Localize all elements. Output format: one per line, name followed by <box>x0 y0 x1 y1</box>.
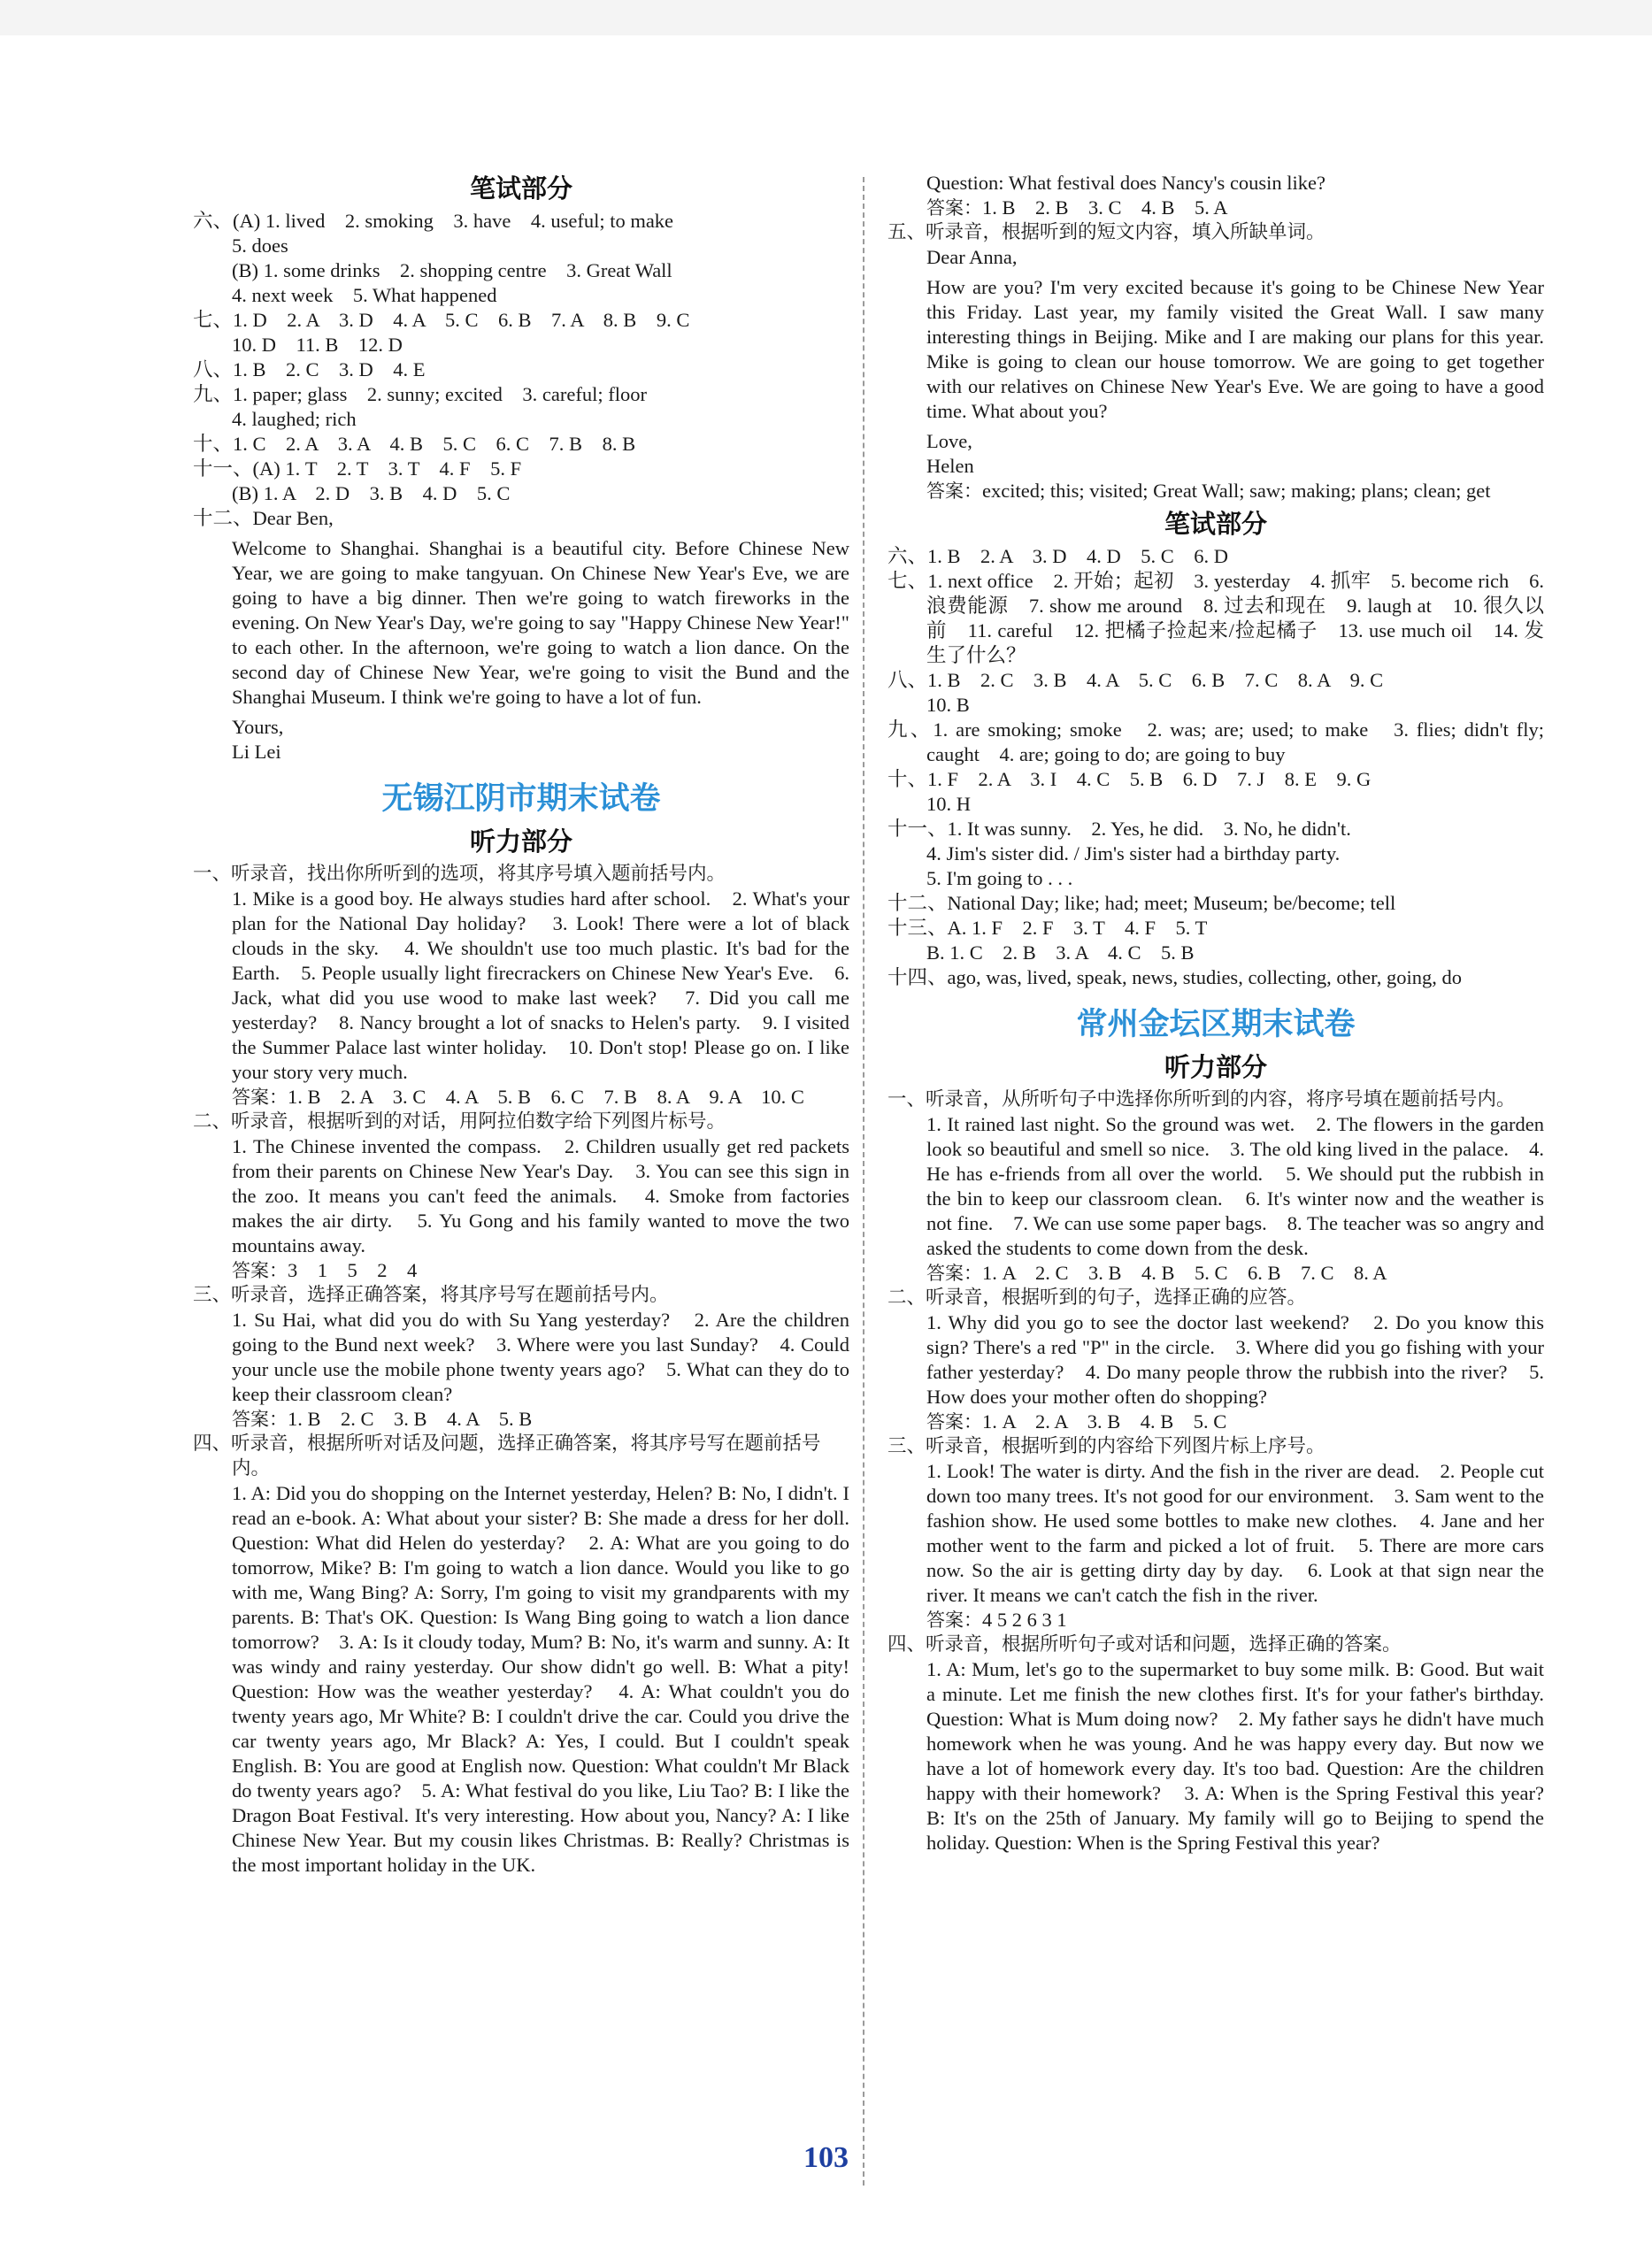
question-instruction: 二、听录音，根据听到的对话，用阿拉伯数字给下列图片标号。 <box>193 1110 726 1133</box>
exam-title: 无锡江阴市期末试卷 <box>381 781 661 817</box>
transcript: 1. Mike is a good boy. He always studies hard after school. 2. What's your plan for the National Day holiday? 3. Look! There were a lot of black clouds in the sky. 4. We shouldn't use too much plastic. It's bad for the Earth. 5. People usually light firecrackers on Chinese New Year's Eve. 6. Jack, what did you use wood to make last week? 7. Did you call me yesterday? 8. Nancy brought a lot of snacks to Helen's party. 9. I visited the Summer Palace last winter holiday. 10. Don't stop! Please go on. I like your story very much. <box>232 887 849 1083</box>
question-instruction: 四、听录音，根据所听句子或对话和问题，选择正确的答案。 <box>887 1633 1402 1656</box>
answer-line: 5. I'm going to . . . <box>926 867 1073 889</box>
transcript: 1. It rained last night. So the ground was wet. 2. The flowers in the garden look so beautiful and smell so nice. 3. The old king lived in the palace. 4. He has e-friends from all over the world. 5. We should put the rubbish in the bin to keep our classroom clean. 6. It's winter now and the weather is not fine. 7. We can use some paper bags. 8. The teacher was so angry and asked the students to come down from the desk. <box>926 1113 1544 1259</box>
exam-title: 常州金坛区期末试卷 <box>1076 1007 1356 1042</box>
letter-signature: Li Lei <box>232 741 281 763</box>
question-instruction: 一、听录音，找出你所听到的选项，将其序号填入题前括号内。 <box>193 863 726 885</box>
question-instruction: 四、听录音，根据所听对话及问题，选择正确答案，将其序号写在题前括号内。 <box>193 1433 821 1479</box>
answer-key <box>193 1258 849 1283</box>
answer-key <box>887 1410 1544 1434</box>
question-instruction: 五、听录音，根据听到的短文内容，填入所缺单词。 <box>887 221 1325 243</box>
answer-values: 1. B 2. C 3. B 4. A 5. B <box>288 1408 533 1430</box>
answer-key <box>193 1407 849 1432</box>
answer-key <box>887 1261 1544 1286</box>
transcript-question: Question: What festival does Nancy's cousin like? <box>926 172 1326 194</box>
section-heading-listening: 听力部分 <box>1164 1052 1267 1082</box>
answer-line: 十三、A. 1. F 2. F 3. T 4. F 5. T <box>887 917 1208 939</box>
letter-closing: Yours, <box>232 716 284 738</box>
answer-values: 3 1 5 2 4 <box>288 1259 418 1281</box>
answer-key <box>887 1608 1544 1633</box>
answer-values: 1. B 2. B 3. C 4. B 5. A <box>982 196 1228 219</box>
answer-key <box>887 479 1544 503</box>
letter-greeting: Dear Anna, <box>926 246 1018 268</box>
answer-line: 十一、1. It was sunny. 2. Yes, he did. 3. No, he didn't. <box>887 818 1351 840</box>
answer-values: 1. A 2. C 3. B 4. B 5. C 6. B 7. C 8. A <box>982 1262 1387 1284</box>
transcript: 1. Look! The water is dirty. And the fish in the river are dead. 2. People cut down too many trees. It's not good for our environment. 3. Sam went to the fashion show. He used some bottles to make new clothes. 4. Jane and her mother went to the farm and picked a lot of fruit. 5. There are more cars now. So the air is getting dirty day by day. 6. Look at that sign near the river. It means we can't catch the fish in the river. <box>926 1460 1544 1606</box>
answer-line: 十一、(A) 1. T 2. T 3. T 4. F 5. F <box>193 457 522 480</box>
answer-line: 九、1. are smoking; smoke 2. was; are; used; to make 3. flies; didn't fly; caught 4. are; going to do; are going to buy <box>887 718 1544 765</box>
answer-line: 十、1. C 2. A 3. A 4. B 5. C 6. C 7. B 8. B <box>193 433 636 455</box>
answer-line: 十、1. F 2. A 3. I 4. C 5. B 6. D 7. J 8. E 9. G <box>887 768 1372 790</box>
section-heading-listening: 听力部分 <box>469 826 572 857</box>
answer-label: 答案： <box>232 1260 288 1281</box>
answer-line: 4. Jim's sister did. / Jim's sister had a birthday party. <box>926 842 1341 864</box>
answer-key <box>193 1085 849 1110</box>
answer-label: 答案： <box>926 480 982 502</box>
answer-line: 4. laughed; rich <box>232 408 357 430</box>
answer-values: excited; this; visited; Great Wall; saw; making; plans; clean; get <box>982 480 1491 502</box>
letter-signature: Helen <box>926 455 974 477</box>
section-heading-written: 笔试部分 <box>1164 509 1267 539</box>
section-heading-written: 笔试部分 <box>469 173 572 204</box>
answer-key <box>887 196 1544 220</box>
transcript: 1. Why did you go to see the doctor last weekend? 2. Do you know this sign? There's a red "P" in the circle. 3. Where did you go fishing with your father yesterday? 4. Do many people throw the rubbish into the river? 5. How does your mother often do shopping? <box>926 1311 1544 1408</box>
question-instruction: 一、听录音，从所听句子中选择你所听到的内容，将序号填在题前括号内。 <box>887 1088 1516 1110</box>
answer-label: 答案： <box>232 1409 288 1430</box>
transcript: 1. A: Did you do shopping on the Internet yesterday, Helen? B: No, I didn't. I read an e-book. A: What about your sister? B: She made a dress for her doll. Question: What did Helen do yesterday? 2. A: What are you going to do tomorrow, Mike? B: I'm going to watch a lion dance. Would you like to go with me, Wang Bing? A: Sorry, I'm going to visit my grandparents with my parents. B: That's OK. Question: Is Wang Bing going to watch a lion dance tomorrow? 3. A: Is it cloudy today, Mum? B: No, it's warm and sunny. A: It was windy and rainy yesterday. Our show didn't go well. B: What a pity! Question: How was the weather yesterday? 4. A: What couldn't you do twenty years ago, Mr White? B: I couldn't drive the car. Could you drive the car twenty years ago, Mr Black? A: Yes, I could. But I couldn't speak English. B: You are good at English now. Question: What couldn't Mr Black do twenty years ago? 5. A: What festival do you like, Liu Tao? B: I like the Dragon Boat Festival. It's very interesting. How about you, Nancy? A: I like Chinese New Year. But my cousin likes Christmas. B: Really? Christmas is the most important holiday in the UK. <box>232 1482 849 1876</box>
question-instruction: 三、听录音，选择正确答案，将其序号写在题前括号内。 <box>193 1284 669 1306</box>
answer-line: (B) 1. some drinks 2. shopping centre 3. Great Wall <box>232 259 672 281</box>
answer-line: 10. H <box>926 793 971 815</box>
answer-line: 4. next week 5. What happened <box>232 284 497 306</box>
answer-line: 六、1. B 2. A 3. D 4. D 5. C 6. D <box>887 545 1229 567</box>
answer-line: 10. D 11. B 12. D <box>232 334 403 356</box>
page-top-margin <box>0 0 1652 35</box>
answer-line: 10. B <box>926 694 970 716</box>
question-instruction: 三、听录音，根据听到的内容给下列图片标上序号。 <box>887 1435 1325 1457</box>
answer-line: 七、1. next office 2. 开始；起初 3. yesterday 4. 抓牢 5. become rich 6. 浪费能源 7. show me around 8. 过去和现在 9. laugh at 10. 很久以前 11. careful 12. 把橘子捡起来/捡起橘子 13. use much oil 14. 发生了什么？ <box>887 570 1544 666</box>
answer-line: 六、(A) 1. lived 2. smoking 3. have 4. useful; to make <box>193 210 674 232</box>
answer-line: 十四、ago, was, lived, speak, news, studies, collecting, other, going, do <box>887 966 1462 988</box>
letter-body: Welcome to Shanghai. Shanghai is a beautiful city. Before Chinese New Year, we are going to make tangyuan. On Chinese New Year's Eve, we are going to have a big dinner. Then we're going to watch fireworks in the evening. On New Year's Day, we're going to say "Happy Chinese New Year!" to each other. In the afternoon, we're going to watch a lion dance. On the second day of Chinese New Year, we're going to visit the Bund and the Shanghai Museum. I think we're going to have a lot of fun. <box>232 537 849 708</box>
answer-line: 九、1. paper; glass 2. sunny; excited 3. careful; floor <box>193 383 647 405</box>
question-instruction: 二、听录音，根据听到的句子，选择正确的应答。 <box>887 1287 1307 1309</box>
answer-line: 十二、National Day; like; had; meet; Museum; be/become; tell <box>887 892 1396 914</box>
answer-label: 答案： <box>926 197 982 219</box>
right-column <box>887 171 1544 1855</box>
answer-line: 八、1. B 2. C 3. D 4. E <box>193 358 426 380</box>
letter-body: How are you? I'm very excited because it's going to be Chinese New Year this Friday. Last year, my family visited the Great Wall. I saw many interesting things in Beijing. Mike and I are making our plans for this year. Mike is going to clean our house tomorrow. We are going to get together with our relatives on Chinese New Year's Eve. We are going to have a good time. What about you? <box>926 276 1544 422</box>
transcript: 1. A: Mum, let's go to the supermarket to buy some milk. B: Good. But wait a minute. Let me finish the new clothes first. It's for your father's birthday. Question: What is Mum doing now? 2. My father says he didn't have much homework when he was young. And he was happy every day. But now we have a lot of homework every day. It's too bad. Question: Are the children happy with their homework? 3. A: When is the Spring Festival this year? B: It's on the 25th of January. My family will go to Beijing to spend the holiday. Question: When is the Spring Festival this year? <box>926 1658 1544 1854</box>
left-column <box>193 168 849 1878</box>
answer-values: 1. B 2. A 3. C 4. A 5. B 6. C 7. B 8. A 9. A 10. C <box>288 1086 804 1108</box>
answer-label: 答案： <box>926 1263 982 1284</box>
letter-closing: Love, <box>926 430 972 452</box>
answer-line: (B) 1. A 2. D 3. B 4. D 5. C <box>232 482 511 504</box>
transcript: 1. The Chinese invented the compass. 2. Children usually get red packets from their parents on Chinese New Year's Day. 3. You can see this sign in the zoo. It means you can't feed the animals. 4. Smoke from factories makes the air dirty. 5. Yu Gong and his family wanted to move the two mountains away. <box>232 1135 849 1256</box>
answer-line: 十二、Dear Ben, <box>193 507 334 529</box>
answer-values: 1. A 2. A 3. B 4. B 5. C <box>982 1410 1227 1433</box>
answer-line: 七、1. D 2. A 3. D 4. A 5. C 6. B 7. A 8. B 9. C <box>193 309 690 331</box>
transcript: 1. Su Hai, what did you do with Su Yang yesterday? 2. Are the children going to the Bund next week? 3. Where were you last Sunday? 4. Could your uncle use the mobile phone twenty years ago? 5. What can they do to keep their classroom clean? <box>232 1309 849 1405</box>
answer-label: 答案： <box>926 1610 982 1631</box>
answer-values: 4 5 2 6 3 1 <box>982 1609 1067 1631</box>
answer-label: 答案： <box>926 1411 982 1433</box>
answer-line: 5. does <box>232 234 288 257</box>
answer-line: B. 1. C 2. B 3. A 4. C 5. B <box>926 941 1195 964</box>
page-number: 103 <box>803 2141 849 2174</box>
answer-label: 答案： <box>232 1087 288 1108</box>
column-divider <box>863 177 864 2186</box>
answer-line: 八、1. B 2. C 3. B 4. A 5. C 6. B 7. C 8. A 9. C <box>887 669 1384 691</box>
